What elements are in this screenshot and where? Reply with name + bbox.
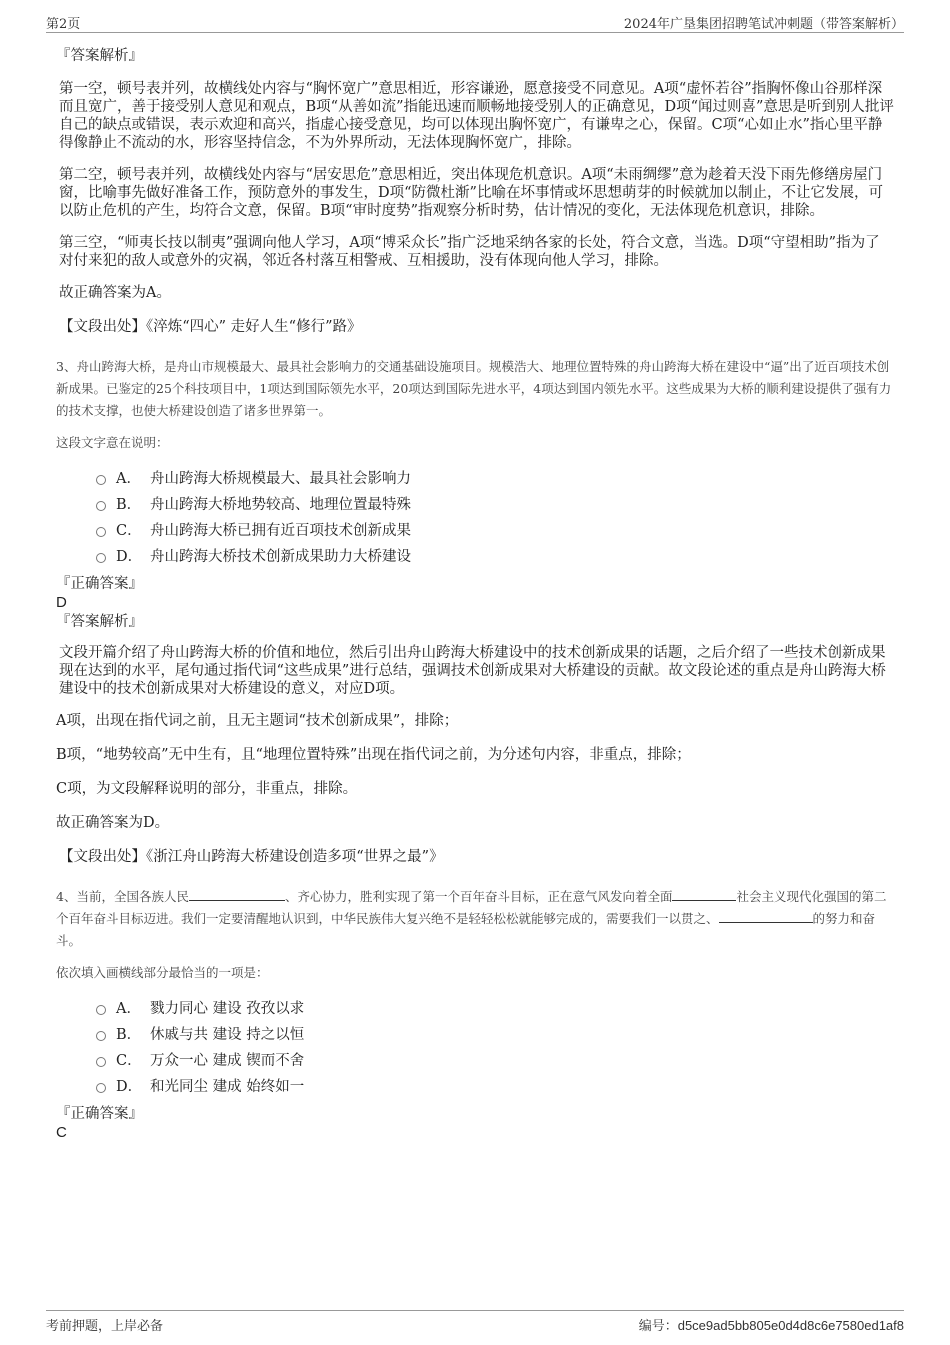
q3-stem: 3、舟山跨海大桥，是舟山市规模最大、最具社会影响力的交通基础设施项目。规模浩大、地理位置特殊的舟山跨海大桥在建设中“逼”出了近百项技术创新成果。已鉴定的25个科技项目中，1项达到国际领先水平，20项达到国际先进水平，4项达到国内领先水平。这些成果为大桥的顺利建设提供了强有力的技术支撑，也使大桥建设创造了诸多世界第一。 (56, 359, 892, 418)
q2-analysis-para1: 第一空，顿号表并列，故横线处内容与“胸怀宽广”意思相近，形容谦逊，愿意接受不同意见。A项“虚怀若谷”指胸怀像山谷那样深而且宽广，善于接受别人意见和观点，B项“从善如流”指能迅速而顺畅地接受别人的正确意见，D项“闻过则喜”意思是听到别人批评自己的缺点或错误，表示欢迎和高兴，指虚心接受意见，均可以体现出胸怀宽广，有谦卑之心，保留。C项“心如止水”指心里平静得像静止不流动的水，形容坚持信念，不为外界所动，无法体现胸怀宽广，排除。 (59, 81, 894, 151)
radio-icon[interactable] (96, 475, 106, 485)
page-footer (46, 1310, 904, 1333)
q2-analysis-label: 『答案解析』 (56, 48, 143, 64)
radio-icon[interactable] (96, 527, 106, 537)
radio-icon[interactable] (96, 1005, 106, 1015)
footer-slogan: 考前押题，上岸必备 (46, 1319, 164, 1334)
q4-answer: C (56, 1124, 67, 1141)
q3-conclusion: 故正确答案为D。 (56, 815, 170, 831)
q3-option-d[interactable]: D． 舟山跨海大桥技术创新成果助力大桥建设 (96, 542, 894, 568)
q4-options (96, 994, 894, 1098)
fill-blank-1[interactable] (189, 886, 285, 901)
radio-icon[interactable] (96, 553, 106, 563)
q4-option-a[interactable]: A． 戮力同心 建设 孜孜以求 (96, 994, 894, 1020)
q3-option-b[interactable]: B． 舟山跨海大桥地势较高、地理位置最特殊 (96, 490, 894, 516)
q4-stem: 4、当前，全国各族人民 、齐心协力，胜利实现了第一个百年奋斗目标，正在意气风发向着全面 社会主义现代化强国的第二个百年奋斗目标迈进。我们一定要清醒地认识到，中华民族伟大复兴绝不是轻轻松松就能够完成的，需要我们一以贯之、 的努力和奋斗。 (56, 886, 894, 952)
q4-answer-label: 『正确答案』 (56, 1106, 143, 1122)
radio-icon[interactable] (96, 1057, 106, 1067)
page-content (56, 46, 894, 1142)
q3-answer: D (56, 594, 67, 611)
q3-options (96, 464, 894, 568)
q3-note-c: C项，为文段解释说明的部分，非重点，排除。 (56, 781, 358, 797)
q4-option-d[interactable]: D． 和光同尘 建成 始终如一 (96, 1072, 894, 1098)
q2-analysis-para2: 第二空，顿号表并列，故横线处内容与“居安思危”意思相近，突出体现危机意识。A项“未雨绸缪”意为趁着天没下雨先修缮房屋门窗，比喻事先做好准备工作，预防意外的事发生，D项“防微杜渐”比喻在坏事情或坏思想萌芽的时候就加以制止，不让它发展，可以防止危机的产生，均符合文意，保留。B项“审时度势”指观察分析时势，估计情况的变化，无法体现危机意识，排除。 (59, 167, 883, 219)
q2-analysis-para3: 第三空，“师夷长技以制夷”强调向他人学习，A项“博采众长”指广泛地采纳各家的长处，符合文意，当选。D项“守望相助”指为了对付来犯的敌人或意外的灾祸，邻近各村落互相警戒、互相援助，没有体现向他人学习，排除。 (59, 235, 880, 269)
q3-source: 【文段出处】《浙江舟山跨海大桥建设创造多项“世界之最”》 (59, 849, 444, 865)
q4-option-b[interactable]: B． 休戚与共 建设 持之以恒 (96, 1020, 894, 1046)
q3-prompt: 这段文字意在说明： (56, 435, 169, 450)
q4-option-c[interactable]: C． 万众一心 建成 锲而不舍 (96, 1046, 894, 1072)
q3-note-b: B项，“地势较高”无中生有，且“地理位置特殊”出现在指代词之前，为分述句内容，非重点，排除； (56, 747, 691, 763)
radio-icon[interactable] (96, 1083, 106, 1093)
fill-blank-3[interactable] (719, 908, 813, 923)
fill-blank-2[interactable] (672, 886, 736, 901)
q3-analysis: 文段开篇介绍了舟山跨海大桥的价值和地位，然后引出舟山跨海大桥建设中的技术创新成果的话题，之后介绍了一些技术创新成果现在达到的水平，尾句通过指代词“这些成果”进行总结，强调技术创新成果对大桥建设的贡献。故文段论述的重点是舟山跨海大桥建设中的技术创新成果对大桥建设的意义，对应D项。 (59, 645, 886, 697)
q3-option-a[interactable]: A． 舟山跨海大桥规模最大、最具社会影响力 (96, 464, 894, 490)
q3-answer-label: 『正确答案』 (56, 576, 143, 592)
radio-icon[interactable] (96, 1031, 106, 1041)
q3-option-c[interactable]: C． 舟山跨海大桥已拥有近百项技术创新成果 (96, 516, 894, 542)
q3-note-a: A项，出现在指代词之前，且无主题词“技术创新成果”，排除； (56, 713, 459, 729)
document-code: 编号：d5ce9ad5bb805e0d4d8c6e7580ed1af8 (638, 1318, 904, 1334)
q4-prompt: 依次填入画横线部分最恰当的一项是： (56, 965, 269, 980)
q3-analysis-label: 『答案解析』 (56, 614, 143, 630)
document-title: 2024年广垦集团招聘笔试冲刺题（带答案解析） (623, 17, 904, 32)
page-header (46, 12, 904, 33)
radio-icon[interactable] (96, 501, 106, 511)
q2-conclusion: 故正确答案为A。 (59, 285, 171, 301)
page-number: 第2页 (46, 17, 81, 32)
q2-source: 【文段出处】《淬炼“四心” 走好人生“修行”路》 (59, 319, 362, 335)
